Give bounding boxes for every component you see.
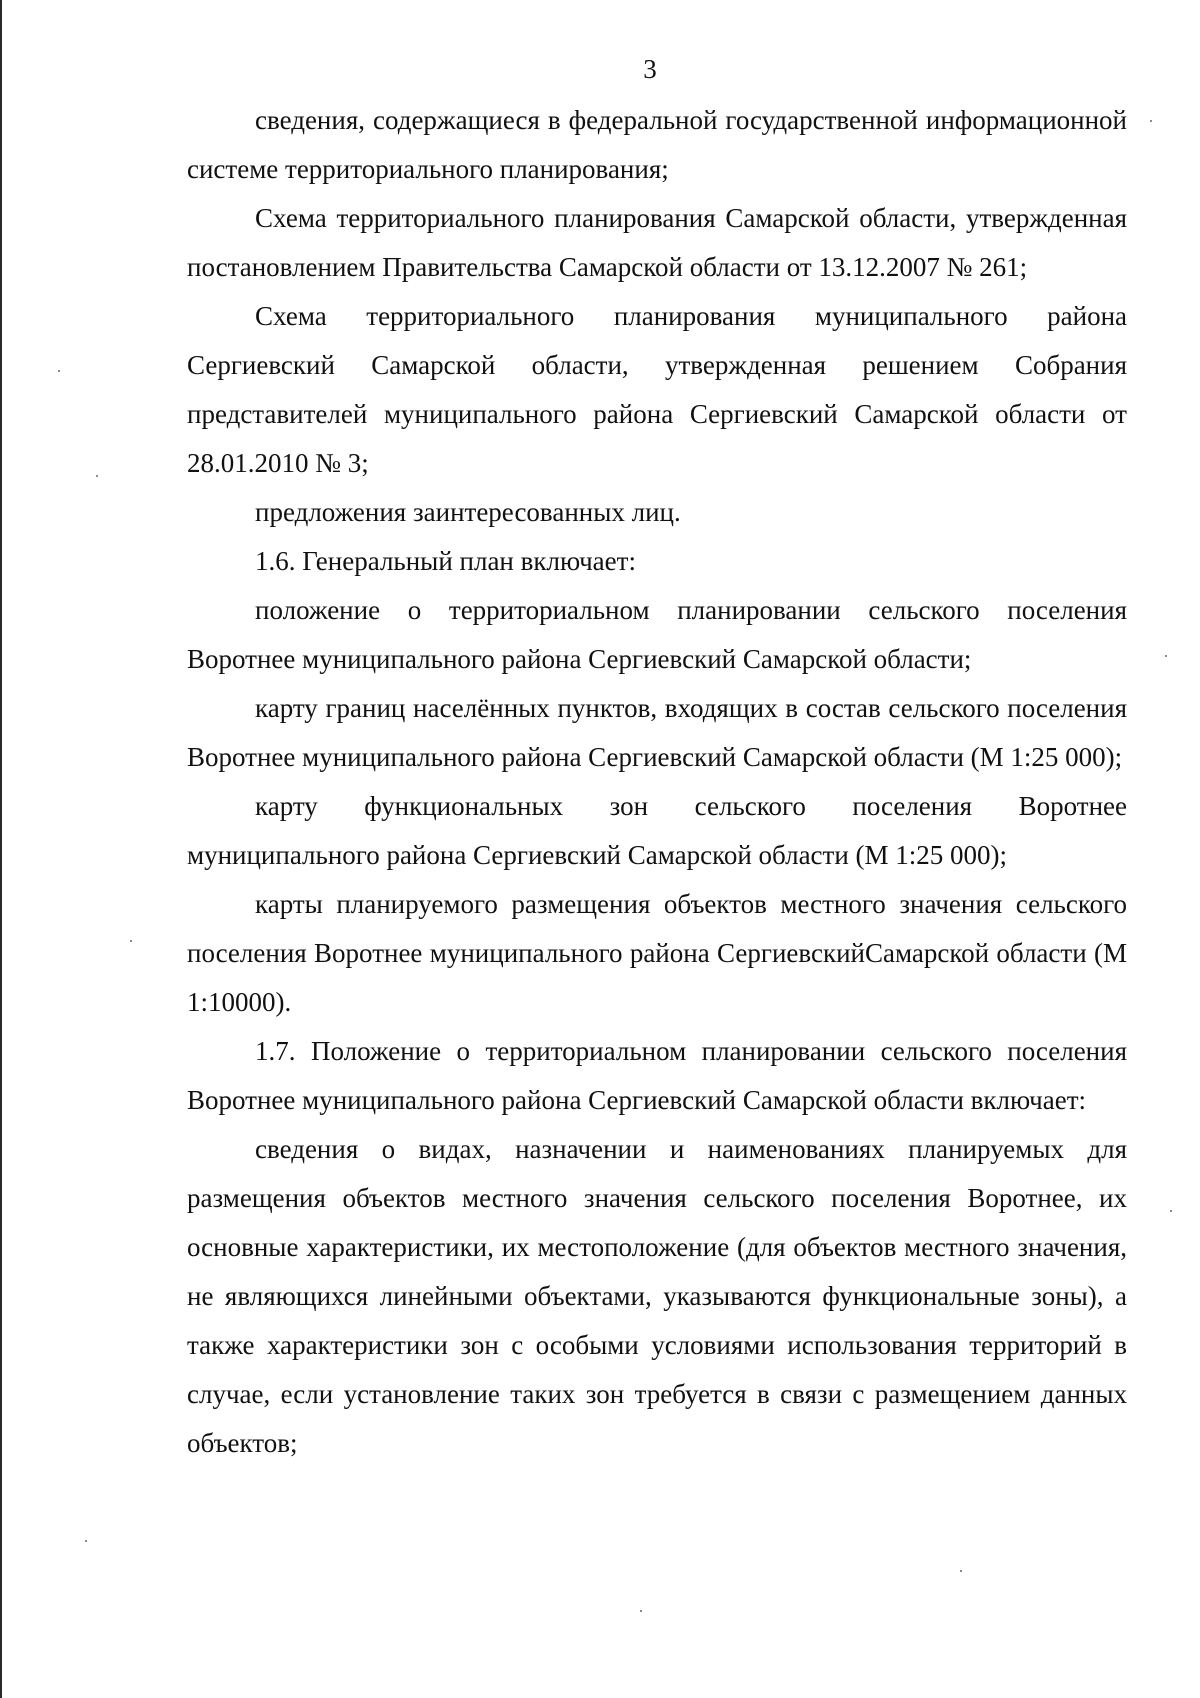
paragraph-objects-info: сведения о видах, назначении и наименованиях планируемых для размещения объектов местного значения сельского поселения Воротнее, их основные характеристики, их местоположение (для объектов местного значения, не являющихся линейными объектами, указываются функциональные зоны), а также характеристики зон с особыми условиями использования территорий в случае, если установление таких зон требуется в связи с размещением данных объектов; — [187, 1134, 1127, 1458]
paragraph-functional-zones-map: карту функциональных зон сельского поселения Воротнее муниципального района Сергиевский Самарской области (М 1:25 000); — [187, 791, 1127, 870]
scan-speck — [85, 1540, 87, 1542]
paragraph-planning-provisions: положение о территориальном планировании сельского поселения Воротнее муниципального района Сергиевский Самарской области; — [187, 595, 1127, 674]
paragraph-district-scheme: Схема территориального планирования муниципального района Сергиевский Самарской области, утвержденная решением Собрания представителей муниципального района Сергиевский Самарской области от 28.01.2010 № 3; — [187, 301, 1127, 478]
page-number: 3 — [643, 54, 657, 84]
scan-speck — [96, 475, 98, 477]
scan-speck — [1150, 120, 1152, 122]
scan-speck — [130, 940, 132, 942]
page-left-edge — [0, 0, 2, 1698]
paragraph-placement-maps: карты планируемого размещения объектов местного значения сельского поселения Воротнее муниципального района СергиевскийСамарской области (М 1:10000). — [187, 889, 1127, 1017]
scan-speck — [1170, 1210, 1172, 1212]
paragraph-fgis-info: сведения, содержащиеся в федеральной государственной информационной системе территориального планирования; — [187, 105, 1127, 184]
paragraph-regional-scheme: Схема территориального планирования Самарской области, утвержденная постановлением Правительства Самарской области от 13.12.2007 № 261; — [187, 203, 1127, 282]
paragraph-settlement-borders-map: карту границ населённых пунктов, входящих в состав сельского поселения Воротнее муниципального района Сергиевский Самарской области (М 1:25 000); — [187, 693, 1127, 772]
scan-speck — [58, 370, 60, 372]
paragraph-stakeholder-proposals: предложения заинтересованных лиц. — [255, 497, 681, 527]
scan-speck — [1165, 655, 1167, 657]
paragraph-section-1-6: 1.6. Генеральный план включает: — [255, 546, 636, 576]
scan-speck — [640, 1610, 642, 1612]
paragraph-section-1-7: 1.7. Положение о территориальном планировании сельского поселения Воротнее муниципального района Сергиевский Самарской области включает: — [187, 1036, 1127, 1115]
scan-speck — [960, 1570, 962, 1572]
document-body — [187, 96, 1127, 1468]
